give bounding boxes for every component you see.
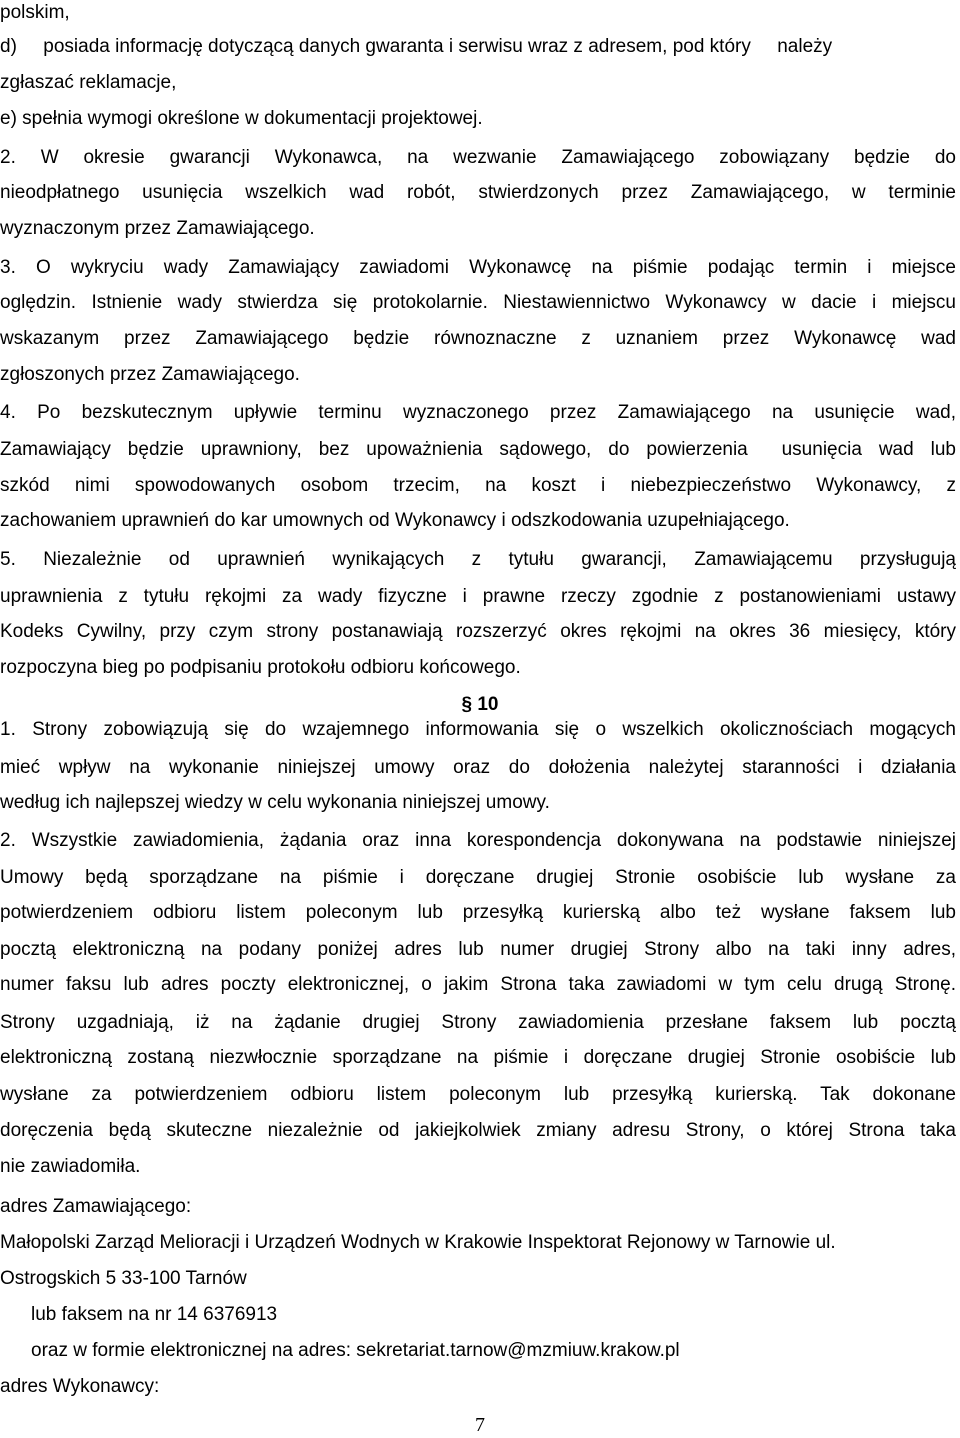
text-line: adres Zamawiającego: (0, 1196, 192, 1217)
text-line: wyznaczonym przez Zamawiającego. (0, 218, 315, 239)
page-number: 7 (475, 1414, 485, 1436)
text-line: zgłaszać reklamacje, (0, 72, 177, 93)
text-line: polskim, (0, 2, 70, 23)
text-line: numer faksu lub adres poczty elektronicznej, o jakim Strona taka zawiadomi w tym celu drugą Stronę. (0, 974, 956, 995)
text-line: 4. Po bezskutecznym upływie terminu wyznaczonego przez Zamawiającego na usunięcie wad, (0, 402, 956, 423)
text-line: Kodeks Cywilny, przy czym strony postanawiają rozszerzyć okres rękojmi na okres 36 miesięcy, który (0, 621, 956, 642)
text-line: szkód nimi spowodowanych osobom trzecim, na koszt i niebezpieczeństwo Wykonawcy, z (0, 475, 956, 496)
text-line: adres Wykonawcy: (0, 1376, 160, 1397)
text-line: Umowy będą sporządzane na piśmie i doręczane drugiej Stronie osobiście lub wysłane za (0, 867, 956, 888)
text-line: zgłoszonych przez Zamawiającego. (0, 364, 300, 385)
text-line: uprawnienia z tytułu rękojmi za wady fizyczne i prawne rzeczy zgodnie z postanowieniami ustawy (0, 586, 956, 607)
text-line: 5. Niezależnie od uprawnień wynikających z tytułu gwarancji, Zamawiającemu przysługują (0, 549, 956, 570)
text-line: 2. Wszystkie zawiadomienia, żądania oraz inna korespondencja dokonywana na podstawie niniejszej (0, 830, 956, 851)
text-line: elektroniczną zostaną niezwłocznie sporządzane na piśmie i doręczane drugiej Stronie osobiście lub (0, 1047, 956, 1068)
text-line: Zamawiający będzie uprawniony, bez upoważnienia sądowego, do powierzenia usunięcia wad lub (0, 439, 956, 460)
text-line: nieodpłatnego usunięcia wszelkich wad robót, stwierdzonych przez Zamawiającego, w terminie (0, 182, 956, 203)
text-line: potwierdzeniem odbioru listem poleconym lub przesyłką kurierską albo też wysłane faksem lub (0, 902, 956, 923)
text-line: oględzin. Istnienie wady stwierdza się protokolarnie. Niestawiennictwo Wykonawcy w dacie i miejscu (0, 292, 956, 313)
text-line: wysłane za potwierdzeniem odbioru listem poleconym lub przesyłką kurierską. Tak dokonane (0, 1084, 956, 1105)
text-line: e) spełnia wymogi określone w dokumentacji projektowej. (0, 108, 483, 129)
text-line: Małopolski Zarząd Melioracji i Urządzeń Wodnych w Krakowie Inspektorat Rejonowy w Tarnowie ul. (0, 1232, 836, 1253)
section-heading: § 10 (461, 694, 499, 715)
text-line: Strony uzgadniają, iż na żądanie drugiej Strony zawiadomienia przesłane faksem lub pocztą (0, 1012, 956, 1033)
text-line: doręczenia będą skuteczne niezależnie od jakiejkolwiek zmiany adresu Strony, o której Strona taka (0, 1120, 956, 1141)
text-line: 3. O wykryciu wady Zamawiający zawiadomi Wykonawcę na piśmie podając termin i miejsce (0, 257, 956, 278)
text-line: d) posiada informację dotyczącą danych gwaranta i serwisu wraz z adresem, pod który należy (0, 36, 833, 57)
text-line: według ich najlepszej wiedzy w celu wykonania niniejszej umowy. (0, 792, 550, 813)
text-line: rozpoczyna bieg po podpisaniu protokołu odbioru końcowego. (0, 657, 521, 678)
text-line: Ostrogskich 5 33-100 Tarnów (0, 1268, 247, 1289)
text-line: mieć wpływ na wykonanie niniejszej umowy oraz do dołożenia należytej staranności i działania (0, 757, 956, 778)
text-line: nie zawiadomiła. (0, 1156, 141, 1177)
text-line: zachowaniem uprawnień do kar umownych od Wykonawcy i odszkodowania uzupełniającego. (0, 510, 790, 531)
text-line: 2. W okresie gwarancji Wykonawca, na wezwanie Zamawiającego zobowiązany będzie do (0, 147, 956, 168)
text-line: wskazanym przez Zamawiającego będzie równoznaczne z uznaniem przez Wykonawcę wad (0, 328, 956, 349)
text-line: lub faksem na nr 14 6376913 (31, 1304, 278, 1325)
text-line: pocztą elektroniczną na podany poniżej adres lub numer drugiej Strony albo na taki inny adres, (0, 939, 956, 960)
text-line: oraz w formie elektronicznej na adres: sekretariat.tarnow@mzmiuw.krakow.pl (31, 1340, 680, 1361)
text-line: 1. Strony zobowiązują się do wzajemnego informowania się o wszelkich okolicznościach mogących (0, 719, 956, 740)
